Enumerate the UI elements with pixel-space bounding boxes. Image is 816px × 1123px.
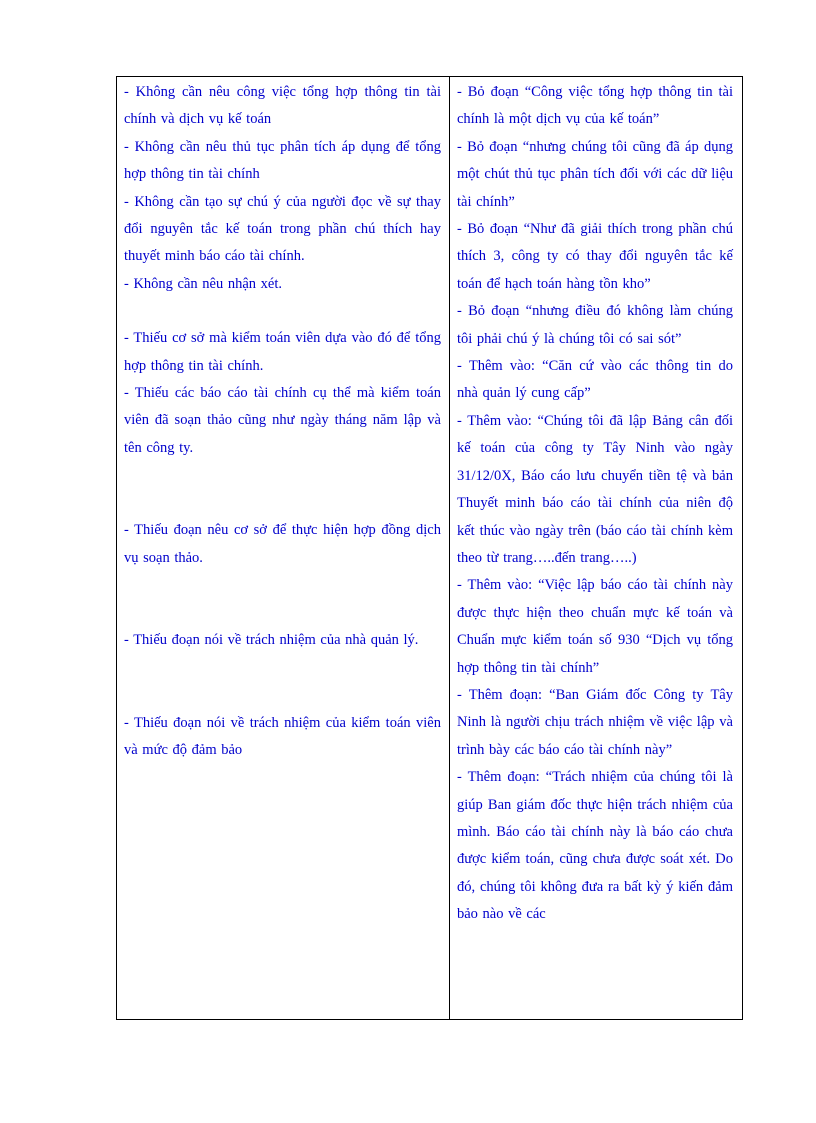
right-item: - Thêm đoạn: “Ban Giám đốc Công ty Tây Ninh là người chịu trách nhiệm về việc lập và trình bày các báo cáo tài chính này” <box>457 686 733 758</box>
left-item: - Không cần nêu thủ tục phân tích áp dụng để tổng hợp thông tin tài chính <box>124 138 441 183</box>
table-column-right <box>450 77 742 1019</box>
right-item: - Thêm vào: “Căn cứ vào các thông tin do nhà quản lý cung cấp” <box>457 358 733 402</box>
left-item: - Thiếu cơ sở mà kiểm toán viên dựa vào đó để tổng hợp thông tin tài chính. <box>124 330 441 374</box>
right-item: - Bỏ đoạn “nhưng chúng tôi cũng đã áp dụng một chút thủ tục phân tích đối với các dữ liệu tài chính” <box>457 138 733 210</box>
spacer <box>124 572 441 627</box>
right-item: - Bỏ đoạn “Công việc tổng hợp thông tin tài chính là một dịch vụ của kế toán” <box>457 84 733 128</box>
left-item: - Thiếu đoạn nói về trách nhiệm của kiểm toán viên và mức độ đảm bảo <box>124 714 441 758</box>
spacer <box>124 462 441 517</box>
right-item: - Thêm đoạn: “Trách nhiệm của chúng tôi là giúp Ban giám đốc thực hiện trách nhiệm của mình. Báo cáo tài chính này là báo cáo chưa được kiểm toán, cũng chưa được soát xét. Do đó, chúng tôi không đưa ra bất kỳ ý kiến đảm bảo nào về các <box>457 769 733 923</box>
comparison-table <box>116 76 743 1020</box>
spacer <box>124 298 441 325</box>
left-item: - Không cần nêu công việc tổng hợp thông tin tài chính và dịch vụ kế toán <box>124 84 441 128</box>
spacer <box>124 655 441 710</box>
left-item: - Thiếu đoạn nói về trách nhiệm của nhà quản lý. <box>124 632 419 649</box>
right-item: - Thêm vào: “Chúng tôi đã lập Bảng cân đối kế toán của công ty Tây Ninh vào ngày 31/12/0X, Báo cáo lưu chuyển tiền tệ và bản Thuyết minh báo cáo tài chính của niên độ kết thúc vào ngày trên (báo cáo tài chính kèm theo từ trang…..đến trang…..) <box>457 412 733 566</box>
left-item: - Không cần tạo sự chú ý của người đọc về sự thay đổi nguyên tắc kế toán trong phần chú thích hay thuyết minh báo cáo tài chính. <box>124 193 441 265</box>
left-item: - Thiếu các báo cáo tài chính cụ thể mà kiểm toán viên đã soạn thảo cũng như ngày tháng năm lập và tên công ty. <box>124 385 441 456</box>
left-item: - Thiếu đoạn nêu cơ sở để thực hiện hợp đồng dịch vụ soạn thảo. <box>124 522 441 566</box>
right-item: - Bỏ đoạn “Như đã giải thích trong phần chú thích 3, công ty có thay đổi nguyên tắc kế toán để hạch toán hàng tồn kho” <box>457 221 733 292</box>
right-item: - Bỏ đoạn “nhưng điều đó không làm chúng tôi phải chú ý là chúng tôi có sai sót” <box>457 303 733 347</box>
left-item: - Không cần nêu nhận xét. <box>124 275 283 292</box>
table-column-left <box>117 77 450 1019</box>
right-item: - Thêm vào: “Việc lập báo cáo tài chính này được thực hiện theo chuẩn mực kế toán và Chuẩn mực kiểm toán số 930 “Dịch vụ tổng hợp thông tin tài chính” <box>457 577 733 676</box>
